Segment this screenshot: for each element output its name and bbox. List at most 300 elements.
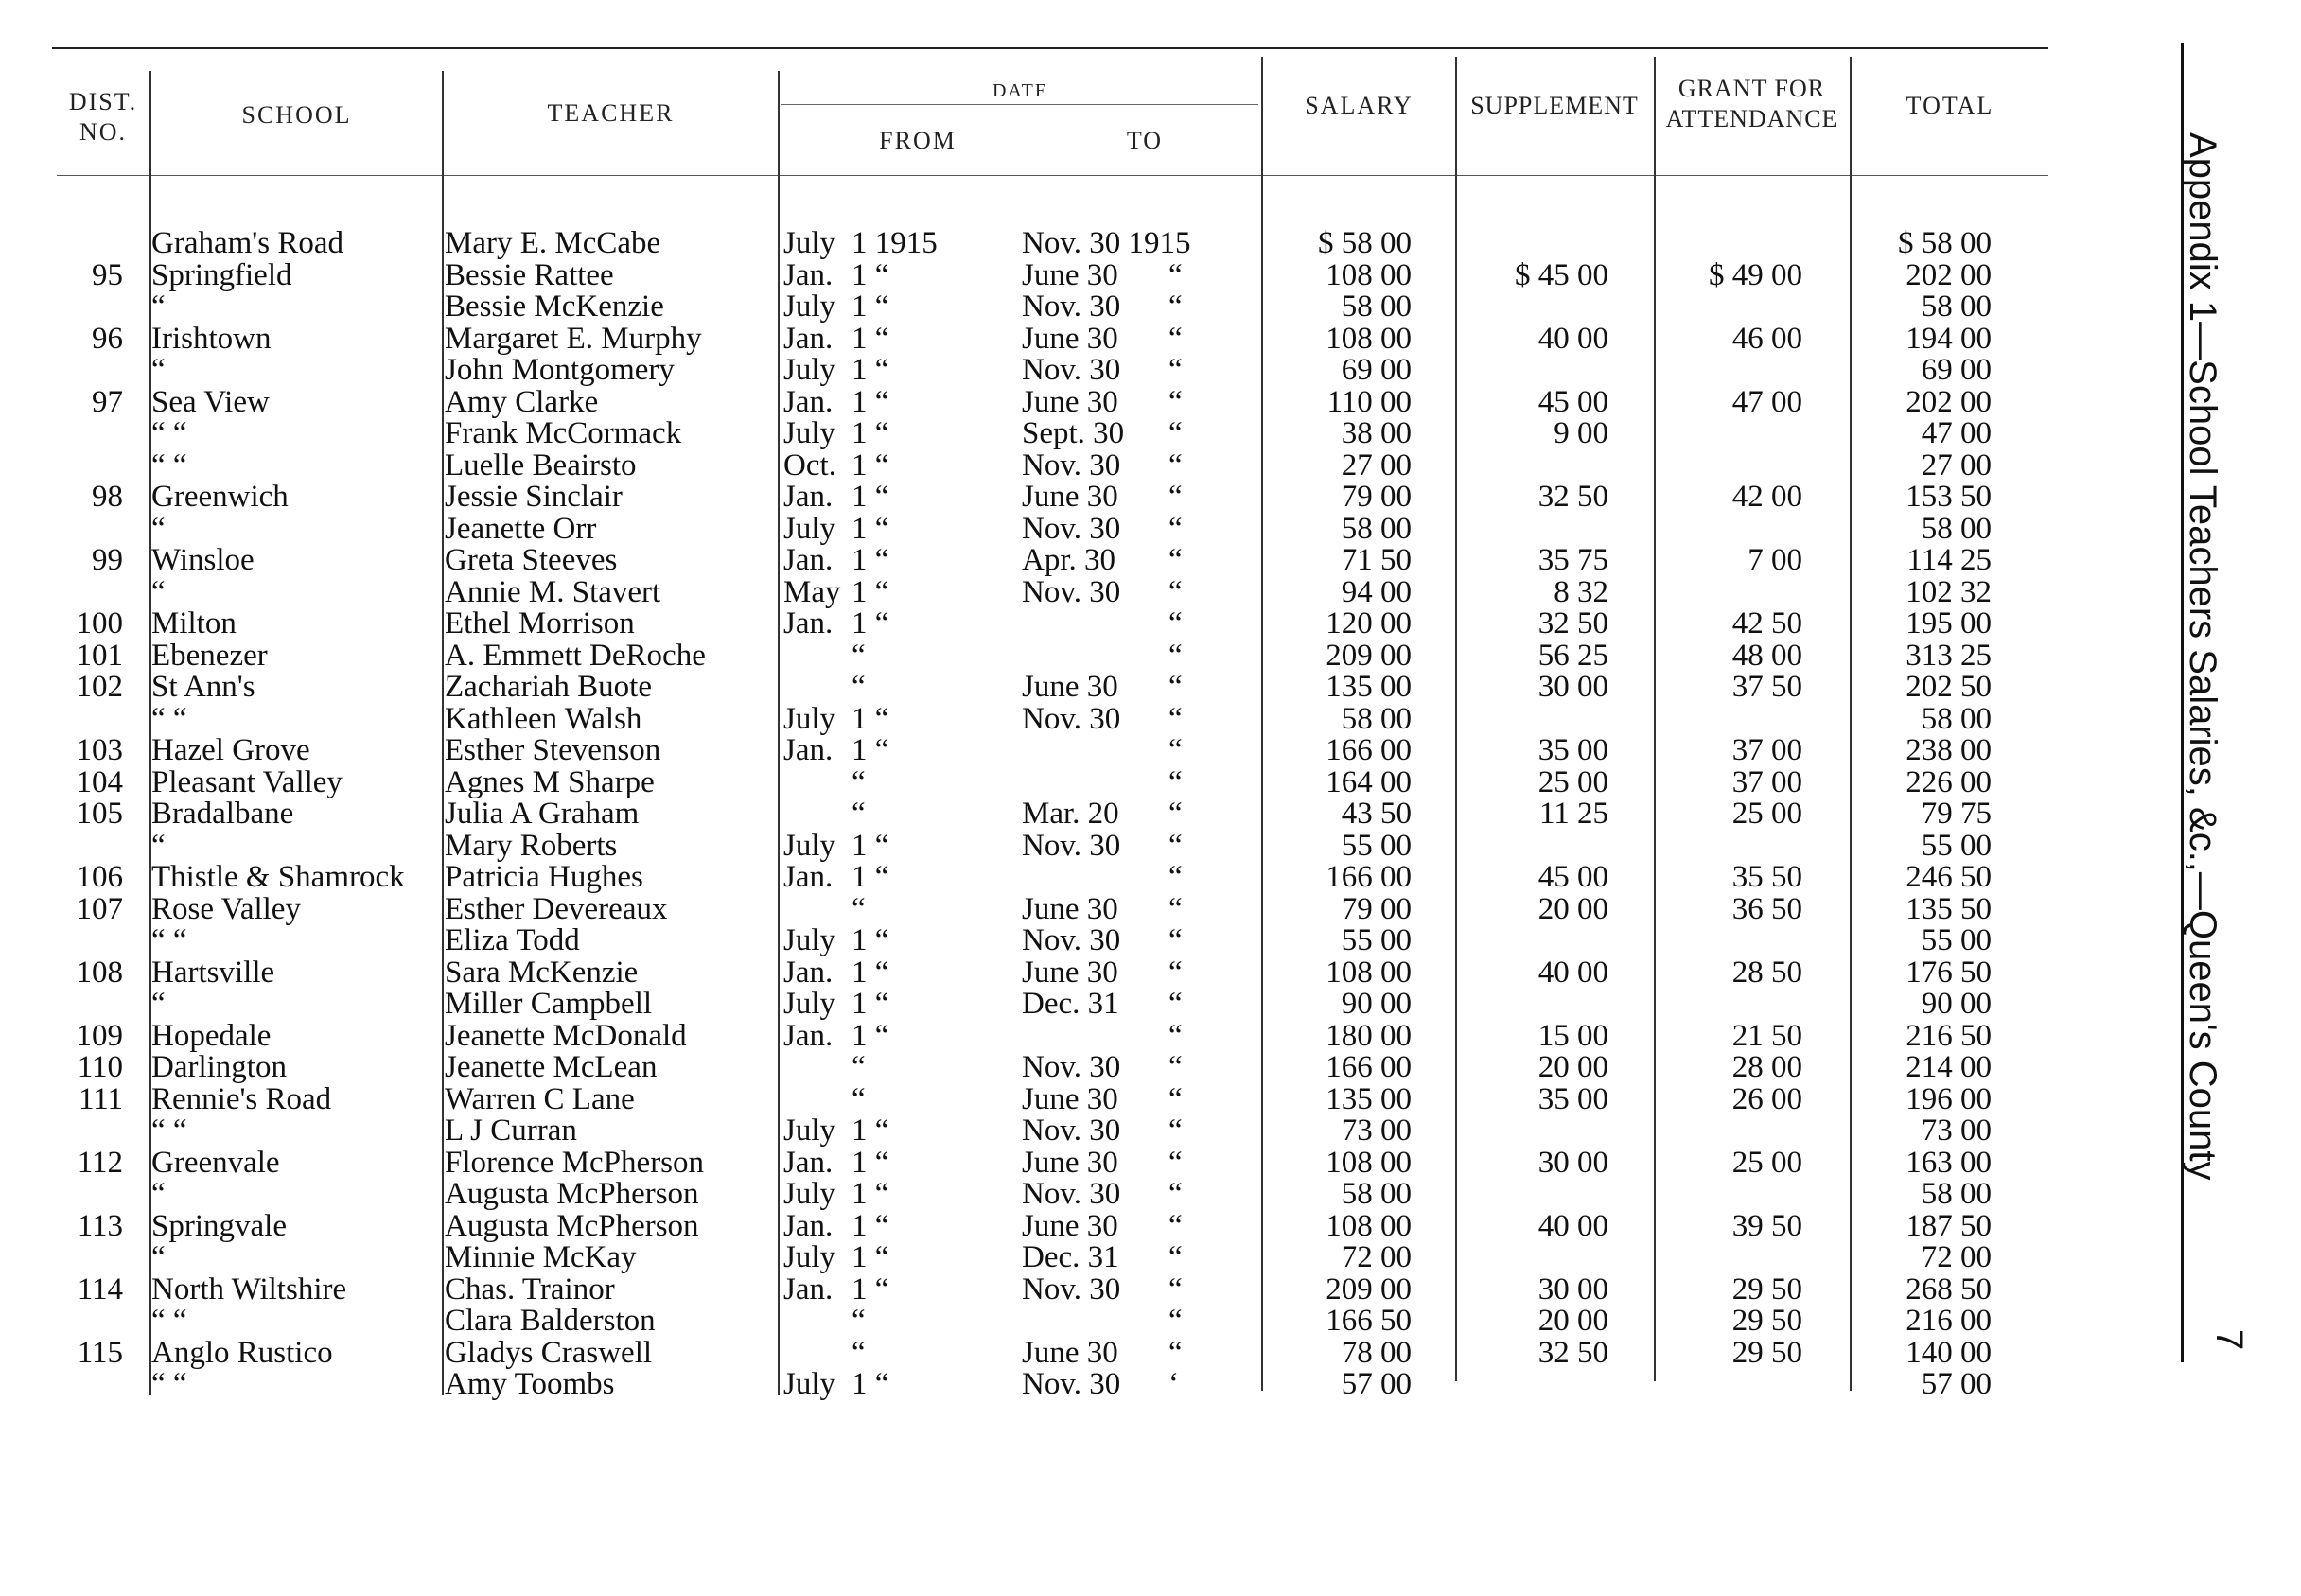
cell-supp: 30 00 (1537, 1272, 1608, 1307)
cell-to-q: “ (1168, 1018, 1183, 1053)
cell-total: 196 00 (1906, 1081, 1992, 1116)
cell-from-d: 1 “ (852, 1177, 889, 1211)
cell-salary: 57 00 (1341, 1367, 1412, 1401)
header-supplement: SUPPLEMENT (1470, 92, 1639, 119)
cell-salary: 94 00 (1341, 574, 1412, 609)
cell-salary: 108 00 (1326, 955, 1412, 990)
cell-to-m: June 30 (1022, 1208, 1118, 1243)
cell-total: 69 00 (1921, 353, 1992, 387)
cell-from-d: 1 “ (852, 606, 889, 640)
cell-total: 58 00 (1921, 701, 1992, 736)
cell-from-d: 1 1915 (852, 226, 938, 260)
cell-salary: 90 00 (1341, 987, 1412, 1021)
cell-to-q: “ (1168, 416, 1183, 450)
cell-to-m: June 30 (1022, 321, 1118, 356)
cell-from-d: “ (852, 638, 866, 673)
cell-supp: 45 00 (1537, 384, 1608, 419)
cell-school: Pleasant Valley (151, 764, 343, 799)
cell-grant: 29 50 (1731, 1335, 1802, 1370)
cell-teacher: A. Emmett DeRoche (445, 638, 706, 673)
cell-from-m: Jan. (783, 384, 834, 419)
cell-to-m: June 30 (1022, 955, 1118, 990)
cell-from-m: July (783, 289, 836, 324)
cell-supp: 40 00 (1537, 1208, 1608, 1243)
cell-total: 57 00 (1921, 1367, 1992, 1401)
cell-from-d: 1 “ (852, 480, 889, 514)
cell-from-d: 1 “ (852, 257, 889, 292)
cell-total: 140 00 (1906, 1335, 1992, 1370)
cell-teacher: Patricia Hughes (445, 860, 643, 894)
cell-teacher: Mary E. McCabe (445, 226, 661, 260)
cell-from-m: Jan. (783, 1272, 834, 1307)
cell-no: 105 (76, 797, 123, 831)
cell-from-d: 1 “ (852, 701, 889, 736)
cell-teacher: Gladys Craswell (445, 1335, 653, 1370)
cell-no: 107 (76, 891, 123, 926)
cell-school: Greenvale (151, 1145, 280, 1180)
cell-to-m: June 30 (1022, 480, 1118, 514)
cell-to-m: June 30 (1022, 1081, 1118, 1116)
cell-teacher: Jessie Sinclair (445, 480, 623, 514)
cell-to-m: Nov. 30 (1022, 1272, 1121, 1307)
cell-from-m: July (783, 226, 836, 260)
cell-teacher: Margaret E. Murphy (445, 321, 702, 356)
cell-from-m: July (783, 353, 836, 387)
cell-grant: $ 49 00 (1709, 257, 1802, 292)
cell-no: 111 (78, 1081, 123, 1116)
cell-to-q: “ (1168, 511, 1183, 546)
cell-teacher: Amy Clarke (445, 384, 599, 419)
cell-total: 47 00 (1921, 416, 1992, 450)
cell-to-m: Sept. 30 (1022, 416, 1125, 450)
cell-school: Irishtown (151, 321, 272, 356)
cell-no: 95 (92, 257, 123, 292)
cell-school: Sea View (151, 384, 270, 419)
cell-from-m: Jan. (783, 955, 834, 990)
cell-no: 97 (92, 384, 123, 419)
cell-to-m: June 30 (1022, 1145, 1118, 1180)
cell-school: “ (151, 987, 166, 1021)
cell-from-m: Jan. (783, 1145, 834, 1180)
cell-school: “ “ (151, 447, 187, 482)
cell-from-d: “ (852, 764, 866, 799)
cell-from-d: 1 “ (852, 828, 889, 863)
cell-from-m: July (783, 1114, 836, 1148)
cell-teacher: Bessie Rattee (445, 257, 614, 292)
cell-teacher: Jeanette Orr (445, 511, 597, 546)
cell-from-d: 1 “ (852, 1114, 889, 1148)
cell-from-m: Jan. (783, 606, 834, 640)
col-divider (778, 71, 780, 1395)
cell-supp: 15 00 (1537, 1018, 1608, 1053)
cell-from-d: “ (852, 1304, 866, 1338)
cell-from-m: July (783, 828, 836, 863)
cell-school: “ “ (151, 1367, 187, 1401)
cell-total: 313 25 (1906, 638, 1992, 673)
cell-from-d: 1 “ (852, 321, 889, 356)
cell-from-d: 1 “ (852, 353, 889, 387)
cell-grant: 36 50 (1731, 891, 1802, 926)
cell-to-q: “ (1168, 860, 1183, 894)
cell-total: 194 00 (1906, 321, 1992, 356)
header-dist (57, 87, 149, 148)
cell-total: 114 25 (1906, 543, 1992, 577)
cell-salary: 166 00 (1326, 860, 1412, 894)
cell-total: 202 00 (1906, 384, 1992, 419)
cell-salary: 72 00 (1341, 1240, 1412, 1274)
cell-teacher: John Montgomery (445, 353, 675, 387)
sidebar-title: Appendix 1—School Teachers Salaries, &c.,—Queen's County (2182, 132, 2223, 1181)
cell-salary: 108 00 (1326, 1208, 1412, 1243)
cell-school: “ (151, 1177, 166, 1211)
cell-grant: 39 50 (1731, 1208, 1802, 1243)
cell-teacher: Augusta McPherson (445, 1208, 699, 1243)
cell-from-m: July (783, 701, 836, 736)
cell-to-m: Nov. 30 1915 (1022, 226, 1191, 260)
cell-teacher: Greta Steeves (445, 543, 618, 577)
cell-from-d: “ (852, 797, 866, 831)
cell-school: Ebenezer (151, 638, 268, 673)
cell-grant: 35 50 (1731, 860, 1802, 894)
cell-to-m: Nov. 30 (1022, 353, 1121, 387)
cell-salary: 108 00 (1326, 257, 1412, 292)
cell-school: “ “ (151, 416, 187, 450)
cell-to-m: Nov. 30 (1022, 289, 1121, 324)
cell-total: 187 50 (1906, 1208, 1992, 1243)
cell-total: 216 50 (1906, 1018, 1992, 1053)
cell-from-m: Oct. (783, 447, 836, 482)
cell-to-m: June 30 (1022, 891, 1118, 926)
cell-salary: 166 50 (1326, 1304, 1412, 1338)
cell-to-q: “ (1168, 353, 1183, 387)
cell-to-m: Mar. 20 (1022, 797, 1119, 831)
cell-teacher: Sara McKenzie (445, 955, 639, 990)
cell-to-q: ‘ (1168, 1367, 1179, 1401)
cell-supp: 32 50 (1537, 1335, 1608, 1370)
cell-from-m: July (783, 987, 836, 1021)
cell-no: 103 (76, 733, 123, 767)
cell-school: St Ann's (151, 670, 255, 704)
cell-from-m: Jan. (783, 733, 834, 767)
cell-from-d: “ (852, 670, 866, 704)
header-dist-line1: DIST. (68, 88, 138, 115)
cell-grant: 25 00 (1731, 1145, 1802, 1180)
cell-to-m: Nov. 30 (1022, 447, 1121, 482)
cell-supp: 40 00 (1537, 321, 1608, 356)
cell-teacher: Luelle Beairsto (445, 447, 637, 482)
cell-grant: 28 00 (1731, 1050, 1802, 1084)
cell-supp: 20 00 (1537, 891, 1608, 926)
cell-from-d: 1 “ (852, 416, 889, 450)
cell-to-q: “ (1168, 606, 1183, 640)
cell-total: 216 00 (1906, 1304, 1992, 1338)
cell-no: 104 (76, 764, 123, 799)
cell-from-m: Jan. (783, 1208, 834, 1243)
header-school: SCHOOL (241, 101, 352, 129)
cell-to-q: “ (1168, 480, 1183, 514)
cell-from-d: 1 “ (852, 574, 889, 609)
cell-to-m: Dec. 31 (1022, 987, 1119, 1021)
cell-to-m: June 30 (1022, 670, 1118, 704)
cell-to-m: Nov. 30 (1022, 828, 1121, 863)
cell-grant: 46 00 (1731, 321, 1802, 356)
cell-school: “ “ (151, 701, 187, 736)
cell-total: 27 00 (1921, 447, 1992, 482)
cell-from-m: Jan. (783, 480, 834, 514)
cell-to-m: Nov. 30 (1022, 511, 1121, 546)
cell-from-d: 1 “ (852, 860, 889, 894)
cell-teacher: Frank McCormack (445, 416, 682, 450)
cell-grant: 29 50 (1731, 1304, 1802, 1338)
cell-school: Hazel Grove (151, 733, 310, 767)
cell-from-d: 1 “ (852, 543, 889, 577)
cell-salary: 58 00 (1341, 289, 1412, 324)
cell-teacher: Zachariah Buote (445, 670, 652, 704)
cell-from-d: “ (852, 1081, 866, 1116)
cell-total: 55 00 (1921, 828, 1992, 863)
cell-salary: 120 00 (1326, 606, 1412, 640)
cell-teacher: Miller Campbell (445, 987, 653, 1021)
cell-school: Thistle & Shamrock (151, 860, 405, 894)
cell-school: Graham's Road (151, 226, 343, 260)
cell-salary: 27 00 (1341, 447, 1412, 482)
header-dist-line2: NO. (79, 118, 128, 146)
cell-from-m: July (783, 1367, 836, 1401)
cell-supp: 35 00 (1537, 1081, 1608, 1116)
cell-teacher: Agnes M Sharpe (445, 764, 655, 799)
cell-total: 246 50 (1906, 860, 1992, 894)
cell-teacher: Ethel Morrison (445, 606, 635, 640)
cell-school: “ (151, 511, 166, 546)
cell-from-d: 1 “ (852, 511, 889, 546)
cell-grant: 48 00 (1731, 638, 1802, 673)
cell-from-d: 1 “ (852, 1272, 889, 1307)
cell-to-q: “ (1168, 923, 1183, 957)
header-teacher: TEACHER (547, 99, 675, 127)
cell-from-m: July (783, 1240, 836, 1274)
cell-salary: 166 00 (1326, 1050, 1412, 1084)
cell-salary: 55 00 (1341, 828, 1412, 863)
cell-to-m: Nov. 30 (1022, 1177, 1121, 1211)
cell-total: 55 00 (1921, 923, 1992, 957)
cell-school: “ (151, 828, 166, 863)
cell-salary: 108 00 (1326, 1145, 1412, 1180)
cell-teacher: Amy Toombs (445, 1367, 615, 1401)
cell-to-q: “ (1168, 447, 1183, 482)
cell-teacher: Minnie McKay (445, 1240, 637, 1274)
header-grant-line2: ATTENDANCE (1665, 105, 1838, 132)
cell-to-m: June 30 (1022, 257, 1118, 292)
cell-supp: 32 50 (1537, 480, 1608, 514)
cell-no: 100 (76, 606, 123, 640)
cell-supp: 20 00 (1537, 1050, 1608, 1084)
cell-from-m: Jan. (783, 860, 834, 894)
header-salary: SALARY (1305, 92, 1414, 119)
cell-to-m: Dec. 31 (1022, 1240, 1119, 1274)
cell-from-d: 1 “ (852, 1367, 889, 1401)
col-divider (1654, 57, 1656, 1381)
cell-to-q: “ (1168, 733, 1183, 767)
cell-total: $ 58 00 (1898, 226, 1992, 260)
cell-from-m: July (783, 923, 836, 957)
cell-to-q: “ (1168, 1114, 1183, 1148)
cell-to-q: “ (1168, 1050, 1183, 1084)
cell-salary: 166 00 (1326, 733, 1412, 767)
cell-from-d: “ (852, 1050, 866, 1084)
cell-grant: 42 00 (1731, 480, 1802, 514)
cell-from-d: 1 “ (852, 1145, 889, 1180)
cell-from-d: 1 “ (852, 733, 889, 767)
cell-to-m: Nov. 30 (1022, 923, 1121, 957)
cell-no: 109 (76, 1018, 123, 1053)
cell-grant: 42 50 (1731, 606, 1802, 640)
cell-to-q: “ (1168, 1177, 1183, 1211)
cell-to-q: “ (1168, 1335, 1183, 1370)
cell-salary: 69 00 (1341, 353, 1412, 387)
cell-grant: 47 00 (1731, 384, 1802, 419)
cell-teacher: Mary Roberts (445, 828, 618, 863)
cell-salary: 38 00 (1341, 416, 1412, 450)
cell-to-q: “ (1168, 987, 1183, 1021)
cell-school: Bradalbane (151, 797, 294, 831)
cell-salary: 135 00 (1326, 670, 1412, 704)
cell-school: “ (151, 1240, 166, 1274)
cell-to-q: “ (1168, 1145, 1183, 1180)
cell-supp: 9 00 (1554, 416, 1608, 450)
cell-grant: 25 00 (1731, 797, 1802, 831)
cell-teacher: Chas. Trainor (445, 1272, 615, 1307)
cell-to-q: “ (1168, 670, 1183, 704)
cell-from-d: 1 “ (852, 1240, 889, 1274)
cell-from-m: Jan. (783, 257, 834, 292)
cell-no: 112 (77, 1145, 123, 1180)
cell-school: Rose Valley (151, 891, 301, 926)
cell-salary: $ 58 00 (1318, 226, 1412, 260)
cell-total: 90 00 (1921, 987, 1992, 1021)
cell-to-m: June 30 (1022, 384, 1118, 419)
cell-school: “ “ (151, 1304, 187, 1338)
cell-total: 135 50 (1906, 891, 1992, 926)
cell-teacher: Annie M. Stavert (445, 574, 661, 609)
top-rule (52, 47, 2048, 49)
cell-total: 153 50 (1906, 480, 1992, 514)
cell-salary: 79 00 (1341, 480, 1412, 514)
cell-teacher: Eliza Todd (445, 923, 580, 957)
cell-school: “ (151, 574, 166, 609)
header-grant (1654, 74, 1850, 134)
cell-total: 73 00 (1921, 1114, 1992, 1148)
header-from: FROM (879, 127, 957, 154)
cell-total: 58 00 (1921, 289, 1992, 324)
cell-salary: 43 50 (1341, 797, 1412, 831)
cell-to-q: “ (1168, 701, 1183, 736)
cell-supp: $ 45 00 (1515, 257, 1608, 292)
cell-to-q: “ (1168, 257, 1183, 292)
cell-to-m: Nov. 30 (1022, 574, 1121, 609)
cell-teacher: Jeanette McDonald (445, 1018, 687, 1053)
cell-school: “ (151, 353, 166, 387)
cell-total: 176 50 (1906, 955, 1992, 990)
cell-to-q: “ (1168, 1208, 1183, 1243)
cell-from-d: 1 “ (852, 289, 889, 324)
cell-teacher: Bessie McKenzie (445, 289, 664, 324)
cell-total: 72 00 (1921, 1240, 1992, 1274)
cell-no: 110 (77, 1050, 123, 1084)
cell-salary: 135 00 (1326, 1081, 1412, 1116)
cell-to-q: “ (1168, 1240, 1183, 1274)
cell-from-m: May (783, 574, 841, 609)
cell-total: 58 00 (1921, 1177, 1992, 1211)
cell-to-q: “ (1168, 891, 1183, 926)
cell-from-d: 1 “ (852, 1208, 889, 1243)
cell-total: 238 00 (1906, 733, 1992, 767)
cell-from-d: “ (852, 1335, 866, 1370)
cell-teacher: Esther Stevenson (445, 733, 661, 767)
cell-salary: 180 00 (1326, 1018, 1412, 1053)
cell-supp: 30 00 (1537, 670, 1608, 704)
cell-grant: 28 50 (1731, 955, 1802, 990)
cell-teacher: Jeanette McLean (445, 1050, 658, 1084)
cell-teacher: Augusta McPherson (445, 1177, 699, 1211)
cell-grant: 37 00 (1731, 764, 1802, 799)
col-divider (1850, 57, 1852, 1391)
cell-total: 102 32 (1906, 574, 1992, 609)
cell-to-q: “ (1168, 638, 1183, 673)
cell-to-q: “ (1168, 1272, 1183, 1307)
cell-school: Hopedale (151, 1018, 272, 1053)
cell-total: 268 50 (1906, 1272, 1992, 1307)
cell-no: 114 (77, 1272, 123, 1307)
cell-to-q: “ (1168, 384, 1183, 419)
cell-teacher: Julia A Graham (445, 797, 640, 831)
cell-no: 99 (92, 543, 123, 577)
col-divider (1261, 57, 1263, 1391)
cell-supp: 30 00 (1537, 1145, 1608, 1180)
cell-total: 58 00 (1921, 511, 1992, 546)
cell-no: 115 (77, 1335, 123, 1370)
cell-from-d: 1 “ (852, 384, 889, 419)
cell-no: 98 (92, 480, 123, 514)
cell-school: “ (151, 289, 166, 324)
cell-to-m: June 30 (1022, 1335, 1118, 1370)
cell-from-m: July (783, 416, 836, 450)
cell-total: 202 00 (1906, 257, 1992, 292)
cell-total: 214 00 (1906, 1050, 1992, 1084)
header-rule (57, 175, 2048, 176)
cell-school: Milton (151, 606, 237, 640)
cell-school: Hartsville (151, 955, 275, 990)
cell-teacher: Esther Devereaux (445, 891, 668, 926)
page-number: 7 (2208, 1329, 2250, 1351)
cell-from-d: 1 “ (852, 447, 889, 482)
cell-to-m: Nov. 30 (1022, 1114, 1121, 1148)
cell-total: 226 00 (1906, 764, 1992, 799)
cell-school: “ “ (151, 1114, 187, 1148)
cell-from-d: 1 “ (852, 955, 889, 990)
cell-to-q: “ (1168, 574, 1183, 609)
cell-salary: 71 50 (1341, 543, 1412, 577)
cell-grant: 37 50 (1731, 670, 1802, 704)
cell-no: 102 (76, 670, 123, 704)
cell-salary: 209 00 (1326, 638, 1412, 673)
header-date: DATE (992, 80, 1049, 101)
cell-to-m: Nov. 30 (1022, 1367, 1121, 1401)
cell-grant: 21 50 (1731, 1018, 1802, 1053)
cell-salary: 73 00 (1341, 1114, 1412, 1148)
cell-to-q: “ (1168, 797, 1183, 831)
cell-supp: 8 32 (1554, 574, 1608, 609)
cell-to-m: Apr. 30 (1022, 543, 1115, 577)
